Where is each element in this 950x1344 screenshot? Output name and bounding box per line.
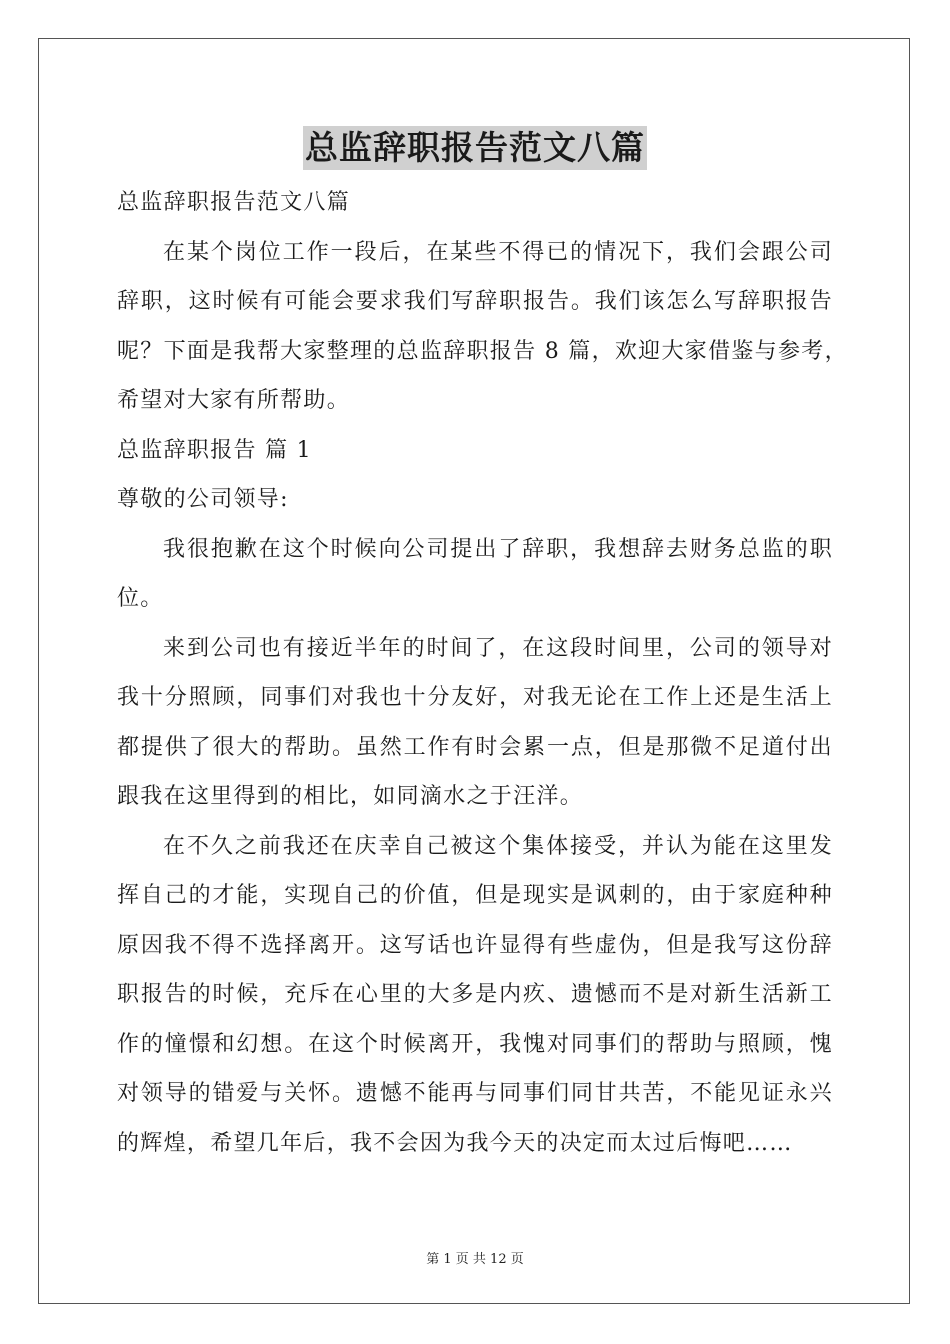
text-line: 位。	[117, 586, 164, 611]
text-line: 在某个岗位工作一段后，在某些不得已的情况下，我们会跟公司	[163, 239, 833, 265]
text-line: 挥自己的才能，实现自己的价值，但是现实是讽刺的，由于家庭种种	[117, 883, 833, 908]
page-footer: 第 1 页 共 12 页	[426, 1252, 524, 1267]
text-line: 在不久之前我还在庆幸自己被这个集体接受，并认为能在这里发	[163, 833, 833, 859]
text-line: 尊敬的公司领导:	[117, 487, 289, 512]
text-line: 辞职，这时候有可能会要求我们写辞职报告。我们该怎么写辞职报告	[117, 289, 833, 314]
text-line: 都提供了很大的帮助。虽然工作有时会累一点，但是那微不足道付出	[117, 734, 833, 760]
text-line: 职报告的时候，充斥在心里的大多是内疚、遗憾而不是对新生活新工	[117, 982, 833, 1007]
text-line: 希望对大家有所帮助。	[117, 388, 351, 413]
text-line: 总监辞职报告范文八篇	[117, 190, 351, 215]
text-line: 我十分照顾，同事们对我也十分友好，对我无论在工作上还是生活上	[117, 685, 833, 710]
text-line: 原因我不得不选择离开。这写话也许显得有些虚伪，但是我写这份辞	[117, 932, 833, 958]
document-title: 总监辞职报告范文八篇	[303, 126, 647, 170]
title-container	[0, 126, 950, 170]
text-line: 总监辞职报告 篇 1	[117, 437, 312, 463]
text-line: 我很抱歉在这个时候向公司提出了辞职，我想辞去财务总监的职	[163, 536, 833, 562]
text-line: 跟我在这里得到的相比，如同滴水之于汪洋。	[117, 784, 584, 809]
text-line: 呢？下面是我帮大家整理的总监辞职报告 8 篇，欢迎大家借鉴与参考，	[117, 338, 848, 364]
text-line: 的辉煌，希望几年后，我不会因为我今天的决定而太过后悔吧……	[117, 1130, 793, 1156]
text-line: 来到公司也有接近半年的时间了，在这段时间里，公司的领导对	[163, 635, 833, 661]
document-body	[117, 178, 848, 1168]
text-line: 对领导的错爱与关怀。遗憾不能再与同事们同甘共苦，不能见证永兴	[117, 1081, 833, 1106]
text-line: 作的憧憬和幻想。在这个时候离开，我愧对同事们的帮助与照顾，愧	[117, 1031, 833, 1057]
